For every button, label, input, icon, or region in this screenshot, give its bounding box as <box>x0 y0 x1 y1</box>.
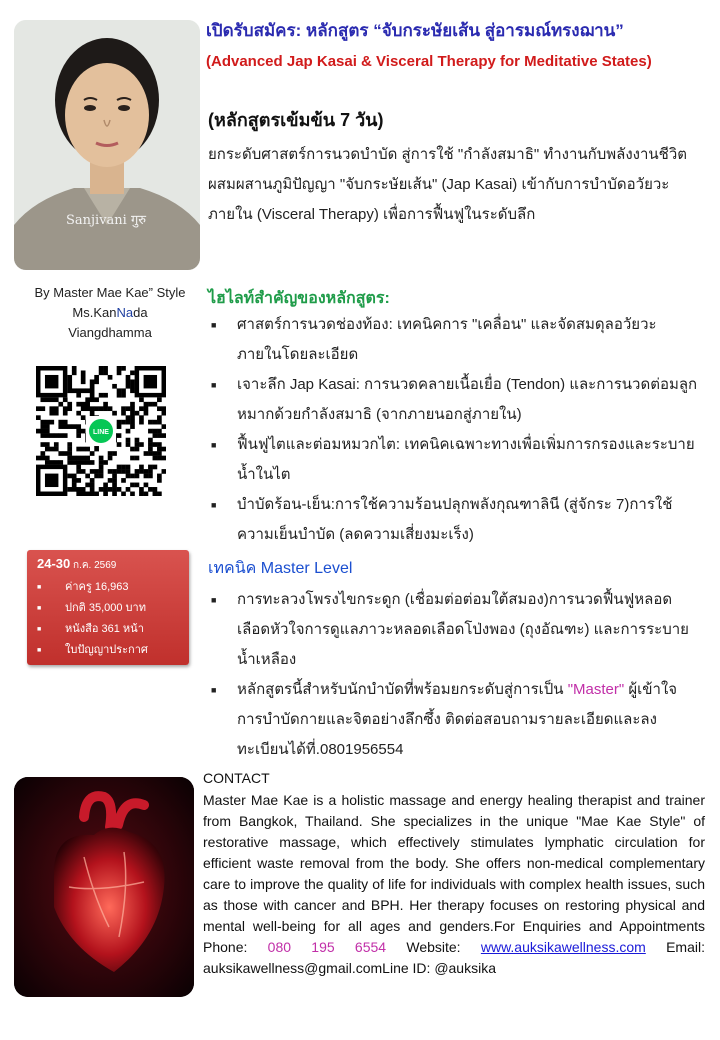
technique-list <box>208 585 700 765</box>
contact-line-id[interactable]: @auksika <box>434 960 496 976</box>
info-item-regular-price: ■ ปกติ 35,000 บาท <box>37 598 148 619</box>
portrait-photo <box>14 20 200 270</box>
contact-email[interactable]: auksikawellness@gmail.com <box>203 960 383 976</box>
info-item-certificate: ■ ใบปัญญาประกาศ <box>37 640 148 661</box>
author-line-1: By Master Mae Kae” Style <box>34 285 186 300</box>
highlights-heading: ไฮไลท์สำคัญของหลักสูตร: <box>208 290 390 307</box>
list-item: ■ การทะลวงโพรงไขกระดูก (เชื่อมต่อต่อมใต้สมอง)การนวดฟื้นฟูหลอดเลือดหัวใจการดูแลภาวะหลอดเลือดโป่งพอง (ถุงอัณฑะ) และการระบายน้ำเหลือง <box>208 585 700 675</box>
line-qr-code[interactable] <box>36 366 166 496</box>
title-english: (Advanced Jap Kasai & Visceral Therapy for Meditative States) <box>206 53 652 70</box>
registration-phone[interactable]: 0801956554 <box>319 741 404 758</box>
author-credit <box>10 283 210 343</box>
intro-paragraph: ยกระดับศาสตร์การนวดบำบัด สู่การใช้ "กำลังสมาธิ" ทำงานกับพลังงานชีวิต ผสมผสานภูมิปัญญา "จับกระษัยเส้น" (Jap Kasai) เข้ากับการบำบัดอวัยวะภายใน (Visceral Therapy) เพื่อการฟื้นฟูในระดับลึก <box>208 146 688 223</box>
contact-phone[interactable]: 080 195 6554 <box>267 939 387 955</box>
highlights-list <box>208 310 700 550</box>
contact-heading: CONTACT <box>203 770 270 786</box>
contact-paragraph: Master Mae Kae is a holistic massage and energy healing therapist and trainer from Bangkok, Thailand. She specializes in the unique "Mae Kae Style" of restorative massage, which effectively stimulates lymphatic circulation for efficient waste removal from the body. She offers non-medical complementary care to improve the quality of life for individuals with complex health issues, such as those with cancer and BPH. Her therapy focuses on restoring physical and mental well-being for all ages and genders.For Enquiries and Appointments Phone: 080 195 6554 Website: www.auksikawellness.com Email: auksikawellness@gmail.comLine ID: @auksika <box>203 792 705 976</box>
list-item: ■ บำบัดร้อน-เย็น:การใช้ความร้อนปลุกพลังกุณฑาลินี (สู่จักระ 7)การใช้ความเย็นบำบัด (ลดความเสี่ยงมะเร็ง) <box>208 490 700 550</box>
author-line-3: Viangdhamma <box>68 325 152 340</box>
svg-text:LINE: LINE <box>93 429 109 436</box>
master-highlight: "Master" <box>567 681 625 698</box>
list-item: ■ ศาสตร์การนวดช่องท้อง: เทคนิคการ "เคลื่อน" และจัดสมดุลอวัยวะภายในโดยละเอียด <box>208 310 700 370</box>
info-item-fee: ■ ค่าครู 16,963 <box>37 577 148 598</box>
heart-illustration <box>14 777 194 997</box>
course-date: 24-30 ก.ค. 2569 <box>37 556 117 571</box>
course-duration: (หลักสูตรเข้มข้น 7 วัน) <box>208 110 384 130</box>
portrait-caption: Sanjivani गुरु <box>66 213 147 228</box>
info-item-book: ■ หนังสือ 361 หน้า <box>37 619 148 640</box>
course-info-list <box>37 577 148 661</box>
technique-heading: เทคนิค Master Level <box>208 560 353 577</box>
author-line-2: Ms.KanNada <box>72 305 148 320</box>
title-thai: เปิดรับสมัคร: หลักสูตร “จับกระษัยเส้น สู่อารมณ์ทรงฌาน” <box>206 21 624 40</box>
list-item: ■ เจาะลึก Jap Kasai: การนวดคลายเนื้อเยื่อ (Tendon) และการนวดต่อมลูกหมากด้วยกำลังสมาธิ (จากภายนอกสู่ภายใน) <box>208 370 700 430</box>
website-link[interactable]: www.auksikawellness.com <box>480 939 646 955</box>
list-item: ■ หลักสูตรนี้สำหรับนักบำบัดที่พร้อมยกระดับสู่การเป็น "Master" ผู้เข้าใจการบำบัดกายและจิตอย่างลึกซึ้ง ติดต่อสอบถามรายละเอียดและลงทะเบียนได้ที่.0801956554 <box>208 675 700 765</box>
course-info-box <box>27 550 189 665</box>
list-item: ■ ฟื้นฟูไตและต่อมหมวกไต: เทคนิคเฉพาะทางเพื่อเพิ่มการกรองและระบายน้ำในไต <box>208 430 700 490</box>
